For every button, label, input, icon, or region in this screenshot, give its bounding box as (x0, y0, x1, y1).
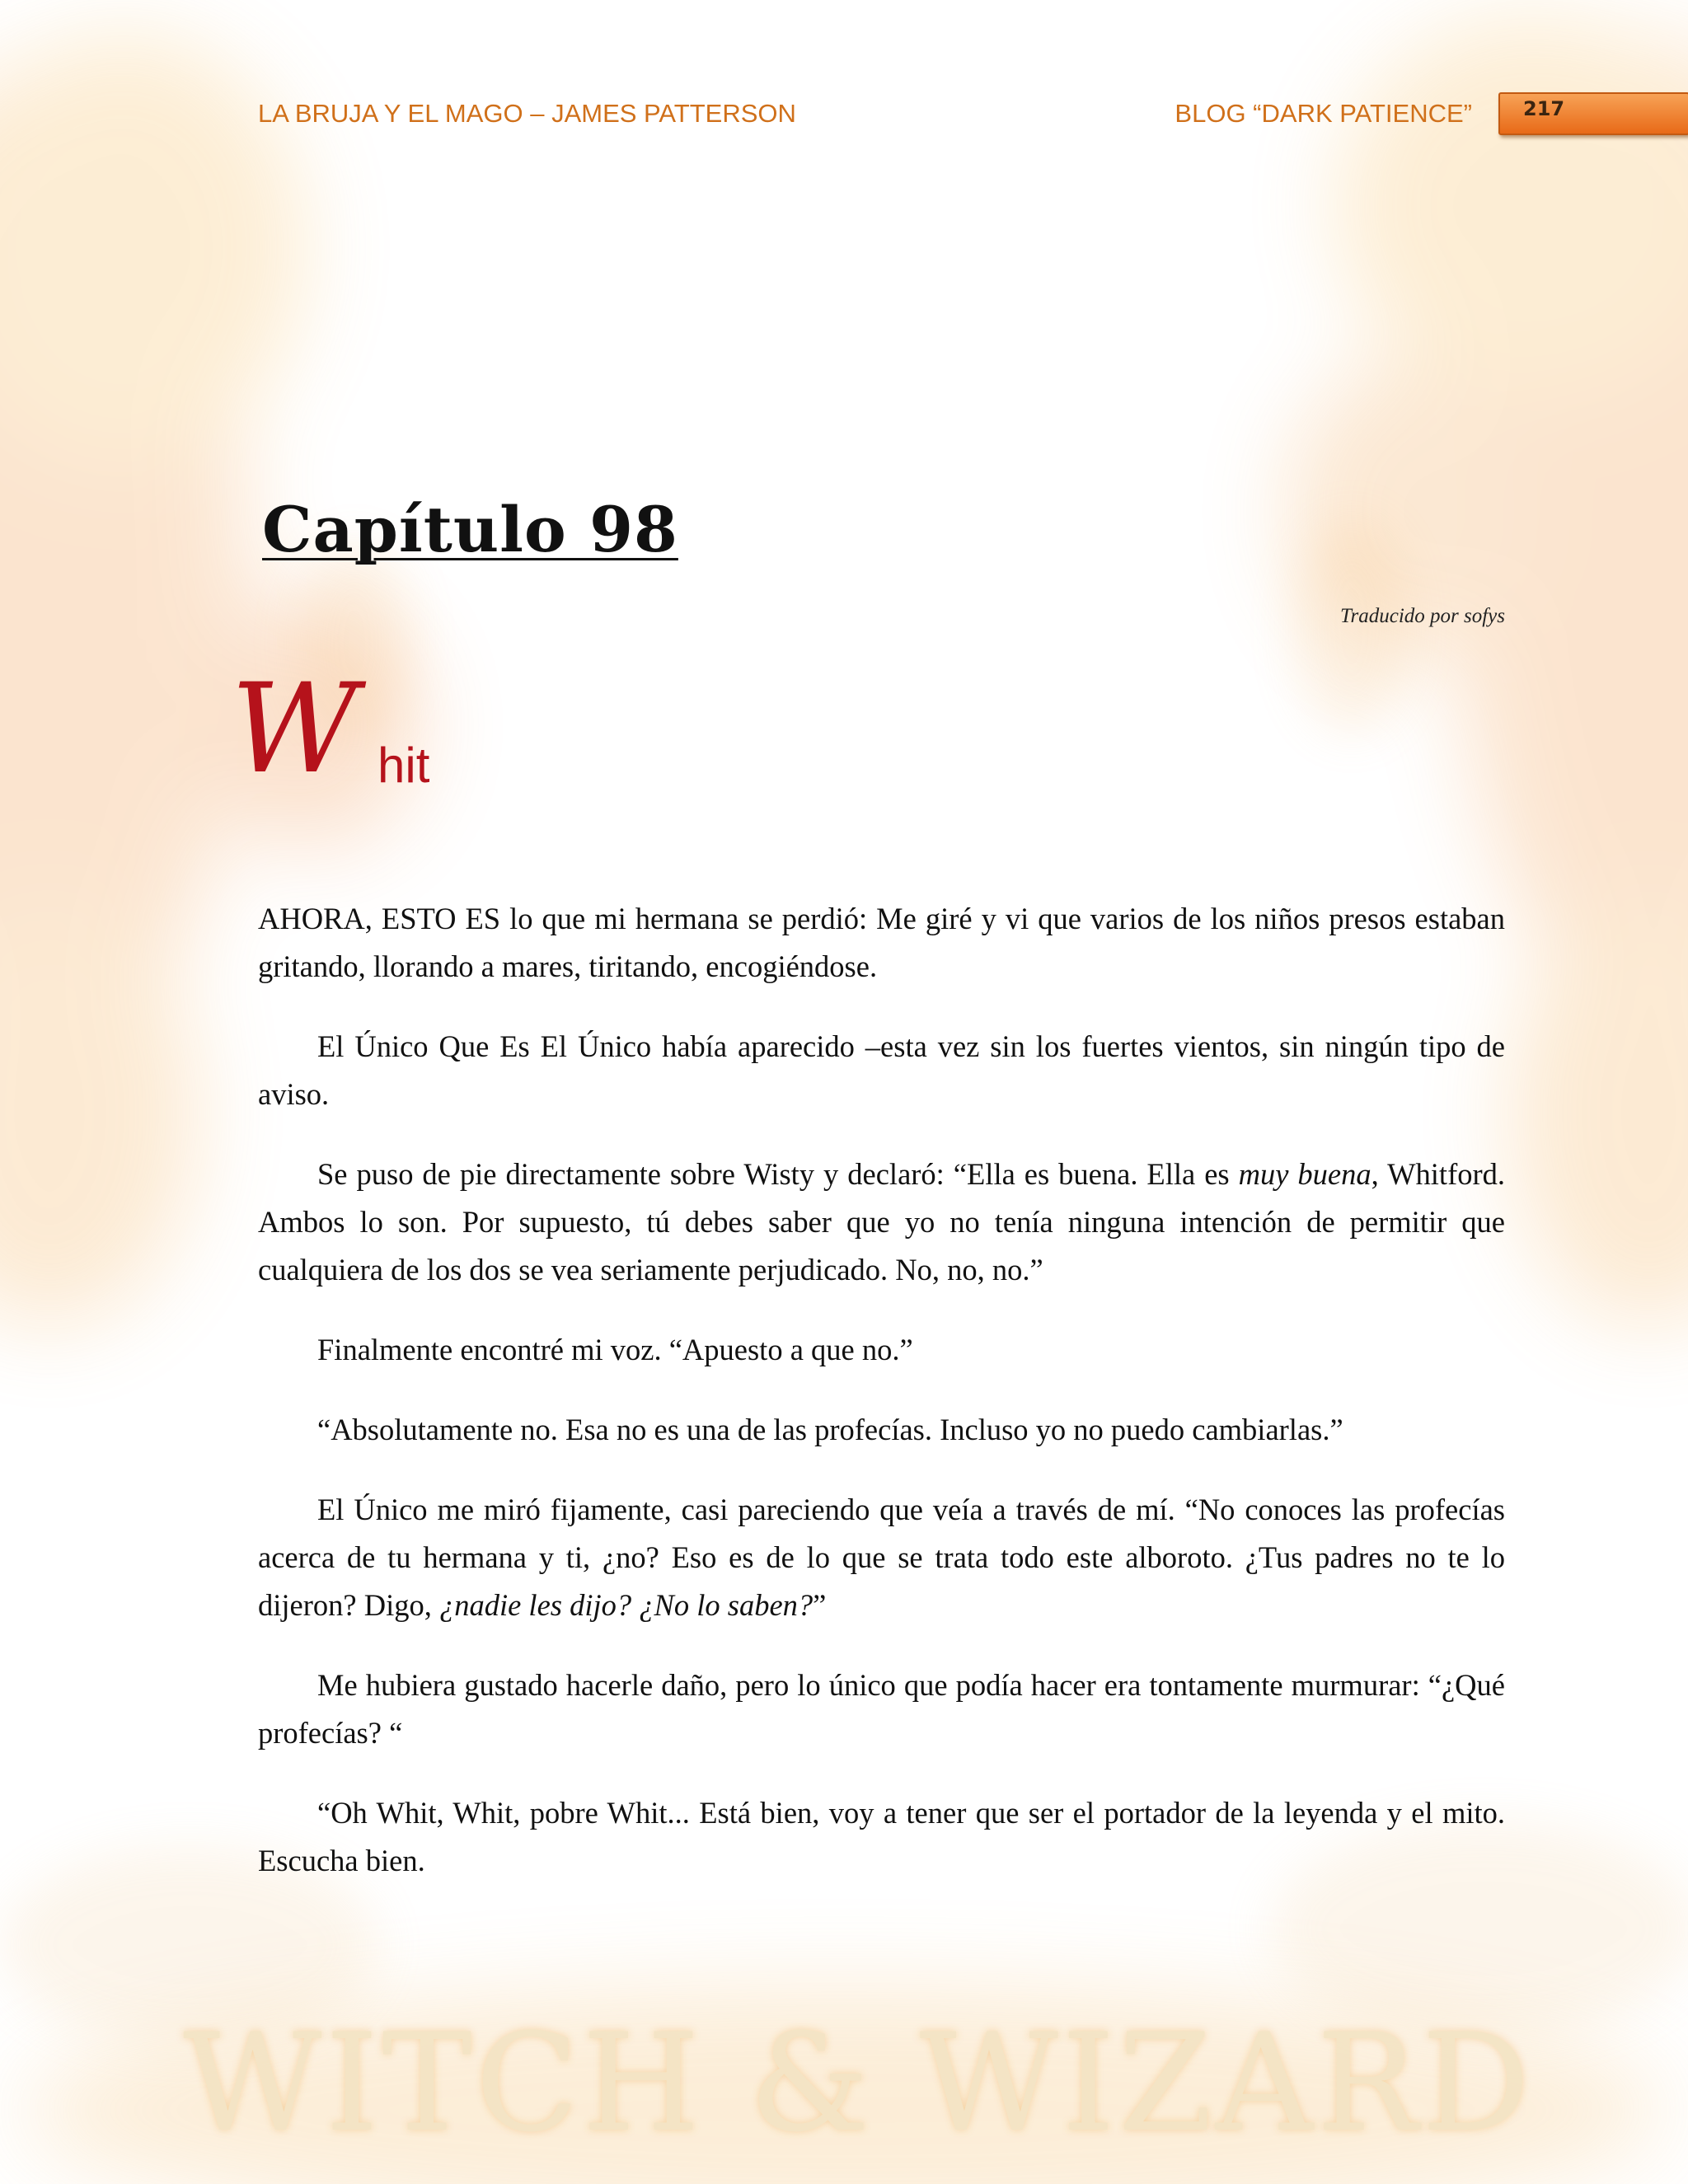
paragraph (258, 1023, 1505, 1118)
paragraph-text: AHORA, ESTO ES lo que mi hermana se perdió: Me giré y vi que varios de los niños presos estaban gritando, llorando a mares, tiritando, encogiéndose. (258, 902, 1505, 983)
paragraph (258, 1151, 1505, 1294)
chapter-title: Capítulo 98 (262, 493, 678, 566)
paragraph (258, 1789, 1505, 1885)
paragraph (258, 1326, 1505, 1374)
paragraph-text: El Único me miró fijamente, casi pareciendo que veía a través de mí. “No conoces las profecías acerca de tu hermana y ti, ¿no? Eso es de lo que se trata todo este alboroto. ¿Tus padres no te lo dijeron? Digo, (258, 1493, 1505, 1622)
paragraph-text: Me hubiera gustado hacerle daño, pero lo único que podía hacer era tontamente murmurar: “¿Qué profecías? “ (258, 1668, 1505, 1750)
paragraph-text: ” (813, 1588, 827, 1622)
translator-credit: Traducido por sofys (1339, 605, 1505, 627)
paragraph (258, 895, 1505, 991)
watermark-logo: WITCH & WIZARD (183, 2004, 1534, 2162)
paragraph-text: “Absolutamente no. Esa no es una de las profecías. Incluso yo no puedo cambiarlas.” (317, 1413, 1343, 1446)
running-header-title: LA BRUJA Y EL MAGO – JAMES PATTERSON (258, 99, 796, 128)
paragraph (258, 1486, 1505, 1629)
paragraph-text: “Oh Whit, Whit, pobre Whit... Está bien, voy a tener que ser el portador de la leyenda y el mito. Escucha bien. (258, 1796, 1505, 1877)
paragraph (258, 1406, 1505, 1454)
paragraph (258, 1661, 1505, 1757)
paragraph-text: Se puso de pie directamente sobre Wisty y declaró: “Ella es buena. Ella es (317, 1157, 1239, 1191)
page-number-tab (1498, 92, 1688, 135)
running-header-blog: BLOG “DARK PATIENCE” (1175, 99, 1472, 128)
page-number: 217 (1523, 97, 1565, 120)
pov-heading-initial: W (231, 658, 359, 801)
paragraph-text: El Único Que Es El Único había aparecido –esta vez sin los fuertes vientos, sin ningún tipo de aviso. (258, 1029, 1505, 1111)
italic-emphasis: ¿nadie les dijo? ¿No lo saben? (438, 1588, 814, 1622)
chapter-body (258, 895, 1505, 1917)
pov-heading-rest: hit (377, 738, 430, 793)
italic-emphasis: muy buena (1238, 1157, 1372, 1191)
paragraph-text: , Whitford. Ambos lo son. Por supuesto, tú debes saber que yo no tenía ninguna intención de permitir que cualquiera de los dos se vea seriamente perjudicado. No, no, no.” (258, 1157, 1505, 1286)
paragraph-text: Finalmente encontré mi voz. “Apuesto a que no.” (317, 1333, 913, 1366)
